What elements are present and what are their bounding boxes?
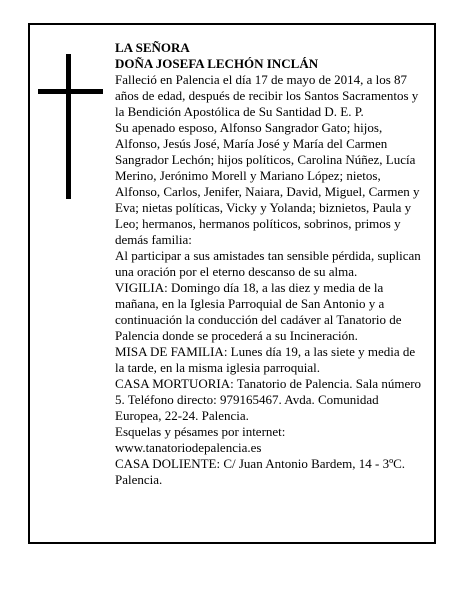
funeral-home-paragraph: CASA MORTUORIA: Tanatorio de Palencia. Sala número 5. Teléfono directo: 979165467. Avda. Comunidad Europea, 22-24. Palencia. [115,376,422,423]
latin-cross-icon [38,54,103,199]
family-mass-paragraph: MISA DE FAMILIA: Lunes día 19, a las siete y media de la tarde, en la misma iglesia parroquial. [115,344,416,375]
family-paragraph: Su apenado esposo, Alfonso Sangrador Gato; hijos, Alfonso, Jesús José, María José y María del Carmen Sangrador Lechón; hijos políticos, Carolina Núñez, Lucía Merino, Jerónimo Morell y Mariano López; nietos, Alfonso, Carlos, Jenifer, Naiara, David, Miguel, Carmen y Eva; nietas políticas, Vicky y Yolanda; biznietos, Paula y Leo; hermanos, hermanos políticos, sobrinos, primos y demás familia: [115,120,420,247]
death-announcement-paragraph: Falleció en Palencia el día 17 de mayo de 2014, a los 87 años de edad, después de recibir los Santos Sacramentos y la Bendición Apostólica de Su Santidad D. E. P. [115,72,419,119]
cross-horizontal-bar [38,89,103,94]
cross-vertical-bar [66,54,71,199]
obituary-text-block [115,40,425,488]
vigil-paragraph: VIGILIA: Domingo día 18, a las diez y media de la mañana, en la Iglesia Parroquial de San Antonio y a continuación la conducción del cadáver al Tanatorio de Palencia donde se procederá a su Incineración. [115,280,402,343]
notice-title: LA SEÑORA [115,40,190,55]
mourning-house-paragraph: CASA DOLIENTE: C/ Juan Antonio Bardem, 14 - 3ºC. Palencia. [115,456,406,487]
prayer-request-paragraph: Al participar a sus amistades tan sensible pérdida, suplican una oración por el eterno descanso de su alma. [115,248,421,279]
internet-condolences-paragraph: Esquelas y pésames por internet: www.tanatoriodepalencia.es [115,424,286,455]
deceased-name: DOÑA JOSEFA LECHÓN INCLÁN [115,56,319,71]
